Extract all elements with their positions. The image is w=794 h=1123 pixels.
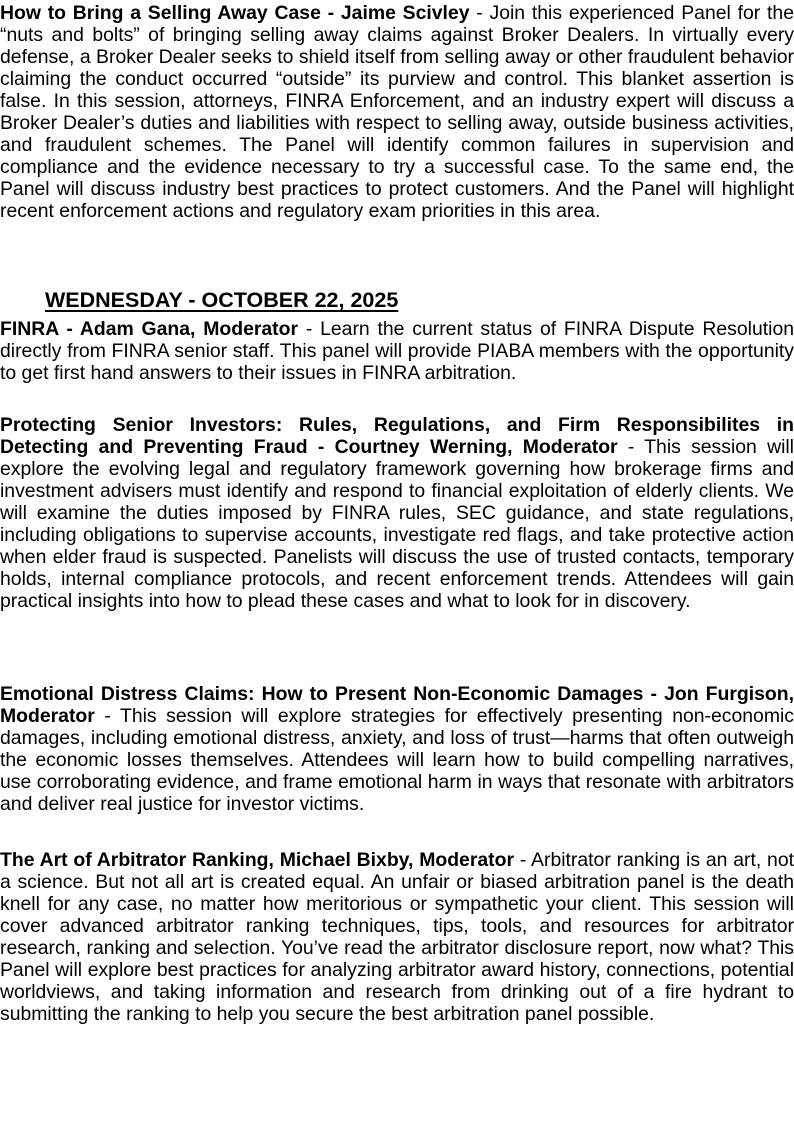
session-title: Protecting Senior Investors: Rules, Regulations, and Firm Responsibilites in Detecting and Preventing Fraud - Courtney Werning, Moderator (0, 414, 794, 458)
session-description: - This session will explore strategies for effectively presenting non-economic damages, including emotional distress, anxiety, and loss of trust—harms that often outweigh the economic losses themselves. Attendees will learn how to build compelling narratives, use corroborating evidence, and frame emotional harm in ways that resonate with arbitrators and deliver real justice for investor victims. (0, 705, 794, 815)
day-heading: WEDNESDAY - OCTOBER 22, 2025 (45, 288, 399, 312)
session-arbitrator-ranking (0, 849, 794, 1025)
session-finra (0, 318, 794, 384)
session-selling-away (0, 2, 794, 222)
session-title: FINRA - Adam Gana, Moderator (0, 318, 299, 340)
session-description: - Arbitrator ranking is an art, not a science. But not all art is created equal. An unfair or biased arbitration panel is the death knell for any case, no matter how meritorious or sympathetic your client. This session will cover advanced arbitrator ranking techniques, tips, tools, and resources for arbitrator research, ranking and selection. You’ve read the arbitrator disclosure report, now what? This Panel will explore best practices for analyzing arbitrator award history, connections, potential worldviews, and taking information and research from drinking out of a fire hydrant to submitting the ranking to help you secure the best arbitration panel possible. (0, 849, 794, 1025)
session-description: - This session will explore the evolving legal and regulatory framework governing how brokerage firms and investment advisers must identify and respond to financial exploitation of elderly clients. We will examine the duties imposed by FINRA rules, SEC guidance, and state regulations, including obligations to supervise accounts, investigate red flags, and take protective action when elder fraud is suspected. Panelists will discuss the use of trusted contacts, temporary holds, internal compliance protocols, and recent enforcement trends. Attendees will gain practical insights into how to plead these cases and what to look for in discovery. (0, 436, 794, 612)
session-title: How to Bring a Selling Away Case - Jaime Scivley (0, 2, 470, 24)
session-description: - Join this experienced Panel for the “nuts and bolts” of bringing selling away claims against Broker Dealers. In virtually every defense, a Broker Dealer seeks to shield itself from selling away or other fraudulent behavior claiming the conduct occurred “outside” its purview and control. This blanket assertion is false. In this session, attorneys, FINRA Enforcement, and an industry expert will discuss a Broker Dealer’s duties and liabilities with respect to selling away, outside business activities, and fraudulent schemes. The Panel will identify common failures in supervision and compliance and the evidence necessary to try a successful case. To the same end, the Panel will discuss industry best practices to protect customers. And the Panel will highlight recent enforcement actions and regulatory exam priorities in this area. (0, 2, 794, 222)
session-title: Emotional Distress Claims: How to Present Non-Economic Damages - Jon Furgison, Moderator (0, 683, 794, 727)
session-title: The Art of Arbitrator Ranking, Michael Bixby, Moderator (0, 849, 515, 871)
session-description: - Learn the current status of FINRA Dispute Resolution directly from FINRA senior staff. This panel will provide PIABA members with the opportunity to get first hand answers to their issues in FINRA arbitration. (0, 318, 794, 384)
session-senior-investors (0, 414, 794, 612)
session-emotional-distress (0, 683, 794, 815)
